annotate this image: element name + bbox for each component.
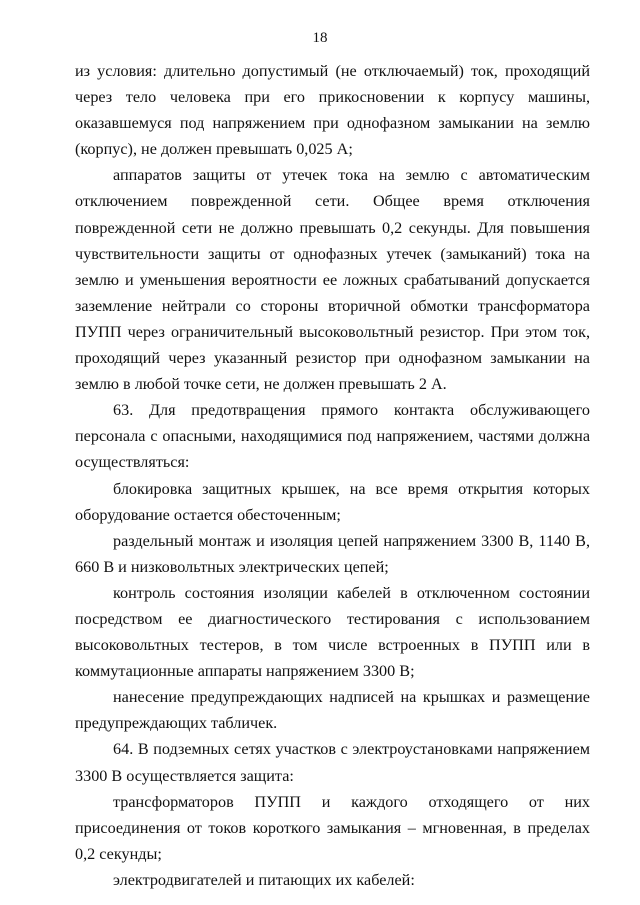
paragraph-transformer-protection: трансформаторов ПУПП и каждого отходящего от них присоединения от токов короткого замыкания – мгновенная, в пределах 0,2 секунды; <box>75 792 590 863</box>
paragraph-item-63: 63. Для предотвращения прямого контакта обслуживающего персонала с опасными, находящимися под напряжением, частями должна осуществляться: <box>75 401 590 472</box>
page-number: 18 <box>312 30 328 46</box>
page-body <box>75 58 590 893</box>
paragraph-leakage-protection: аппаратов защиты от утечек тока на землю с автоматическим отключением поврежденной сети. Общее время отключения поврежденной сети не должно превышать 0,2 секунды. Для повышения чувствительности защиты от однофазных утечек (замыканий) тока на землю и уменьшения вероятности ее ложных срабатываний допускается заземление нейтрали со стороны вторичной обмотки трансформатора ПУПП через ограничительный высоковольтный резистор. При этом ток, проходящий через указанный резистор при однофазном замыкании на землю в любой точке сети, не должен превышать 2 А. <box>75 166 590 394</box>
paragraph-cover-interlock: блокировка защитных крышек, на все время открытия которых оборудование остается обесточенным; <box>75 479 590 524</box>
paragraph-insulation-control: контроль состояния изоляции кабелей в отключенном состоянии посредством ее диагностического тестирования с использованием высоковольтных тестеров, в том числе встроенных в ПУПП или в коммутационные аппараты напряжением 3300 В; <box>75 583 590 681</box>
paragraph-item-64: 64. В подземных сетях участков с электроустановками напряжением 3300 В осуществляется защита: <box>75 740 590 785</box>
paragraph-warning-signs: нанесение предупреждающих надписей на крышках и размещение предупреждающих табличек. <box>75 688 590 733</box>
paragraph-condition-continuation: из условия: длительно допустимый (не отключаемый) ток, проходящий через тело человека при его прикосновении к корпусу машины, оказавшемуся под напряжением при однофазном замыкании на землю (корпус), не должен превышать 0,025 А; <box>75 62 590 159</box>
paragraph-motors-cables: электродвигателей и питающих их кабелей: <box>113 870 415 889</box>
paragraph-separate-mounting: раздельный монтаж и изоляция цепей напряжением 3300 В, 1140 В, 660 В и низковольтных электрических цепей; <box>75 531 590 576</box>
